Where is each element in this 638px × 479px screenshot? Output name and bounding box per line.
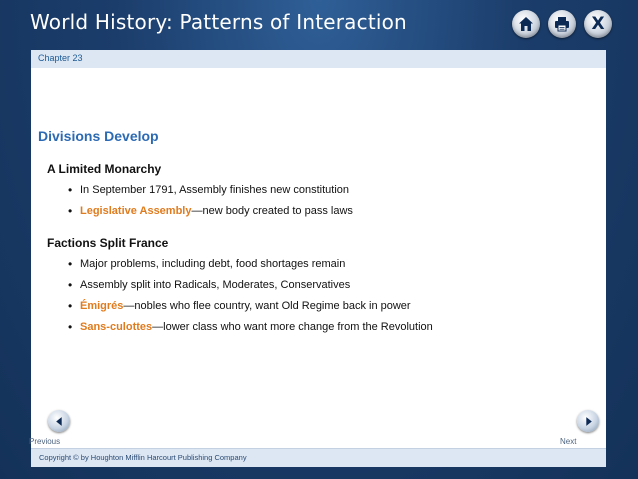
bullet-list — [47, 184, 353, 217]
list-item — [80, 258, 433, 270]
close-icon: X — [591, 13, 605, 34]
slide-content — [31, 68, 606, 448]
close-button[interactable] — [584, 10, 612, 38]
app-title: World History: Patterns of Interaction — [30, 10, 407, 34]
group-heading: Factions Split France — [47, 236, 169, 250]
list-item — [80, 300, 433, 312]
key-term: Émigrés — [80, 300, 124, 312]
bullet-text: —new body created to pass laws — [191, 205, 353, 217]
bullet-text: —nobles who flee country, want Old Regime back in power — [123, 300, 411, 312]
previous-arrow-icon — [54, 416, 65, 427]
home-icon — [517, 15, 535, 33]
group-limited-monarchy — [47, 162, 353, 226]
bullet-text: Assembly split into Radicals, Moderates, Conservatives — [80, 279, 351, 291]
key-term: Legislative Assembly — [80, 205, 192, 217]
header-toolbar — [512, 10, 612, 38]
bullet-text: In September 1791, Assembly finishes new constitution — [80, 184, 350, 196]
print-icon — [553, 15, 571, 33]
key-term: Sans-culottes — [80, 321, 153, 333]
copyright-text: Copyright © by Houghton Mifflin Harcourt Publishing Company — [39, 453, 247, 462]
chapter-bar — [31, 50, 606, 69]
previous-button[interactable] — [48, 410, 70, 432]
list-item — [80, 205, 353, 217]
chapter-label: Chapter 23 — [38, 53, 83, 63]
footer-bar — [31, 448, 606, 467]
bullet-list — [47, 258, 433, 333]
previous-label[interactable]: Previous — [29, 437, 61, 446]
print-button[interactable] — [548, 10, 576, 38]
list-item — [80, 279, 433, 291]
bullet-text: —lower class who want more change from the Revolution — [152, 321, 433, 333]
bullet-text: Major problems, including debt, food shortages remain — [80, 258, 346, 270]
next-label[interactable]: Next — [560, 437, 577, 446]
list-item — [80, 184, 353, 196]
list-item — [80, 321, 433, 333]
group-factions-split-france — [47, 236, 433, 342]
home-button[interactable] — [512, 10, 540, 38]
group-heading: A Limited Monarchy — [47, 162, 162, 176]
next-arrow-icon — [583, 416, 594, 427]
section-title: Divisions Develop — [38, 128, 159, 144]
next-button[interactable] — [577, 410, 599, 432]
